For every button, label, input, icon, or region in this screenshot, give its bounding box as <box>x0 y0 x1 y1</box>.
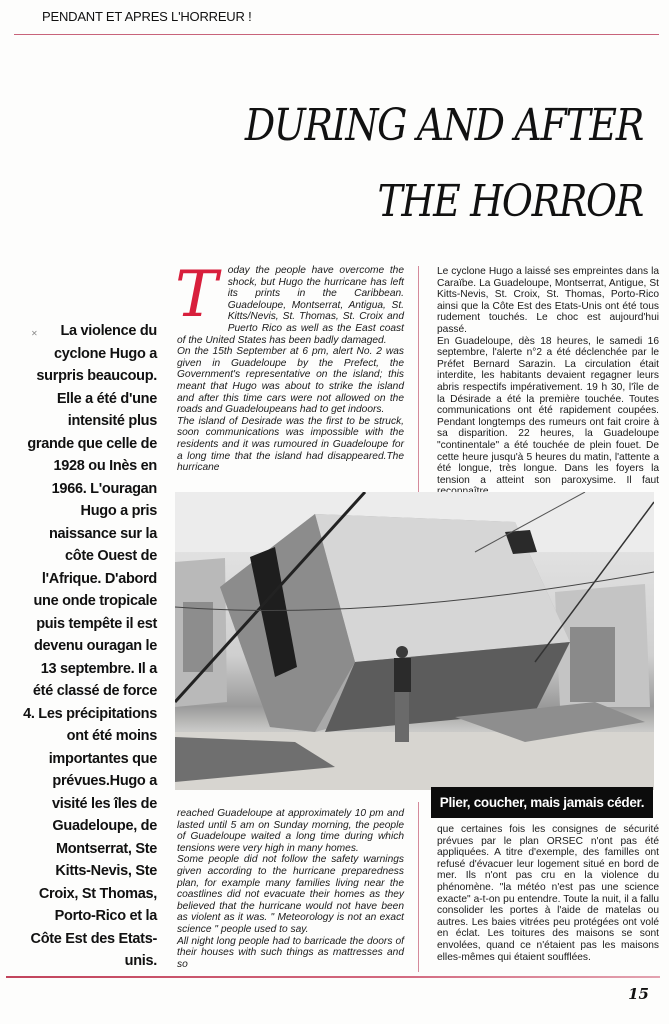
title-line-2: THE HORROR <box>377 176 643 227</box>
english-paragraph: On the 15th September at 6 pm, alert No. 2 was given in Guadeloupe by the Prefect, the Government's representative on the island; this meant that Hugo was about to strike the island and after this time cars were not allowed on the roads and Guadeloupeans had to get indoors. <box>177 346 404 416</box>
english-paragraph: reached Guadeloupe at approximately 10 pm and lasted until 5 am on Sunday morning, the people of Guadeloupe waited a long time during which tensions were very high in many homes. <box>177 808 404 854</box>
right-building-door <box>570 627 615 702</box>
paragraph-text: oday the people have overcome the shock, but Hugo the hurricane has left its prints in the Caribbean. Guadeloupe, Montserrat, Antigua, St. Kitts/Nevis, St. Thomas, St. Croix and Puerto Rico as well as the East coast of the United States has been badly damaged. <box>177 265 404 346</box>
french-paragraph: En Guadeloupe, dès 18 heures, le samedi 16 septembre, l'alerte n°2 a été déclenchée par le Préfet Bernard Sarazin. La circulation était interdite, les habitants devaient regagner leurs abris respectifs impérativement. 19 h 30, l'île de la Désirade a été la première touchée. Toutes communications ont été rapidement coupées. Pendant longtemps des rumeurs ont fait croire à sa disparition. 22 heures, la Guadeloupe "continentale" a été touchée de plein fouet. De cette heure jusqu'à 5 heures du matin, l'attente a été longue, très longue. Dans les foyers la tension a atteint son paroxysime. Il faut <box>437 335 659 486</box>
left-building-window <box>183 602 213 672</box>
photo-illustration <box>175 492 654 790</box>
english-paragraph: All night long people had to barricade the doors of their houses with such things as mattresses and so <box>177 935 404 970</box>
man-head <box>396 646 408 658</box>
column-divider <box>418 266 419 498</box>
english-paragraph: Some people did not follow the safety warnings given according to the hurricane preparedness plan, for example many families living near the coastlines did not evacuate their homes as they believed that the hurricane would not have been as violent as it was. " Meteorology is not an exact science " people used to say. <box>177 854 404 935</box>
photo-caption: Plier, coucher, mais jamais céder. <box>431 787 653 818</box>
sidebar-pullquote: La violence du cyclone Hugo a surpris beaucoup. Elle a été d'une intensité plus grande que celle de 1928 ou Inès en 1966. L'ouragan Hugo a pris naissance sur la côte Ouest de l'Afrique. D'abord une onde tropicale puis tempête il est devenu ouragan le 13 septembre. Il a été classé de force 4. Les précipitations ont été moins importantes que prévues.Hugo a visité les îles de Guadeloupe, de Montserrat, Ste Kitts-Nevis, Ste Croix, St Thomas, Porto-Rico et la Côte Est des Etats-unis. <box>23 323 157 969</box>
french-column-bottom <box>437 824 659 963</box>
english-paragraph: The island of Desirade was the first to be struck, soon communications was impossible with the residents and it was rumoured in Guadeloupe for a long time that the island had disappeared.The hurricane <box>177 415 404 474</box>
english-column-top <box>175 258 404 474</box>
french-paragraph: que certaines fois les consignes de sécurité prévues par le plan ORSEC n'ont pas été appliquées. A titre d'exemple, des familles ont refusé d'évacuer leur logement situé en bord de mer. Ils n'ont pas cru en la violence du phénomène. "la météo n'est pas une science exacte" a-t-on pu entendre. Toute la nuit, il a fallu consolider les portes à l'aide de matelas ou autres. Les baies vitrées peu protégées ont volé en éclat. Les toitures des maisons se sont envolées, quand ce n'étaient pas les maisons elles-mêmes qui étaient soufflées. <box>437 824 659 963</box>
running-head: PENDANT ET APRES L'HORREUR ! <box>42 9 252 24</box>
man-legs <box>395 692 409 742</box>
top-rule <box>14 34 659 35</box>
french-column-top <box>437 266 659 498</box>
print-speck: ✕ <box>31 329 38 338</box>
column-divider <box>418 802 419 972</box>
title-line-1: DURING AND AFTER <box>244 100 643 151</box>
page-number: 15 <box>628 985 649 1003</box>
french-paragraph: Le cyclone Hugo a laissé ses empreintes dans la Caraïbe. La Guadeloupe, Montserrat, Antigue, St Kitts-Nevis, St. Croix, St. Thomas, Porto-Rico ainsi que la Côte Est des Etats-Unis ont été tous rudement touchés. Le choc est aujourd'hui passé. <box>437 266 659 335</box>
english-column-bottom <box>177 808 404 970</box>
man-body <box>394 658 411 692</box>
bottom-rule <box>6 976 660 978</box>
english-paragraph <box>175 258 404 346</box>
hurricane-photo <box>175 492 654 790</box>
drop-cap: T <box>175 258 218 332</box>
page-title <box>245 88 643 240</box>
